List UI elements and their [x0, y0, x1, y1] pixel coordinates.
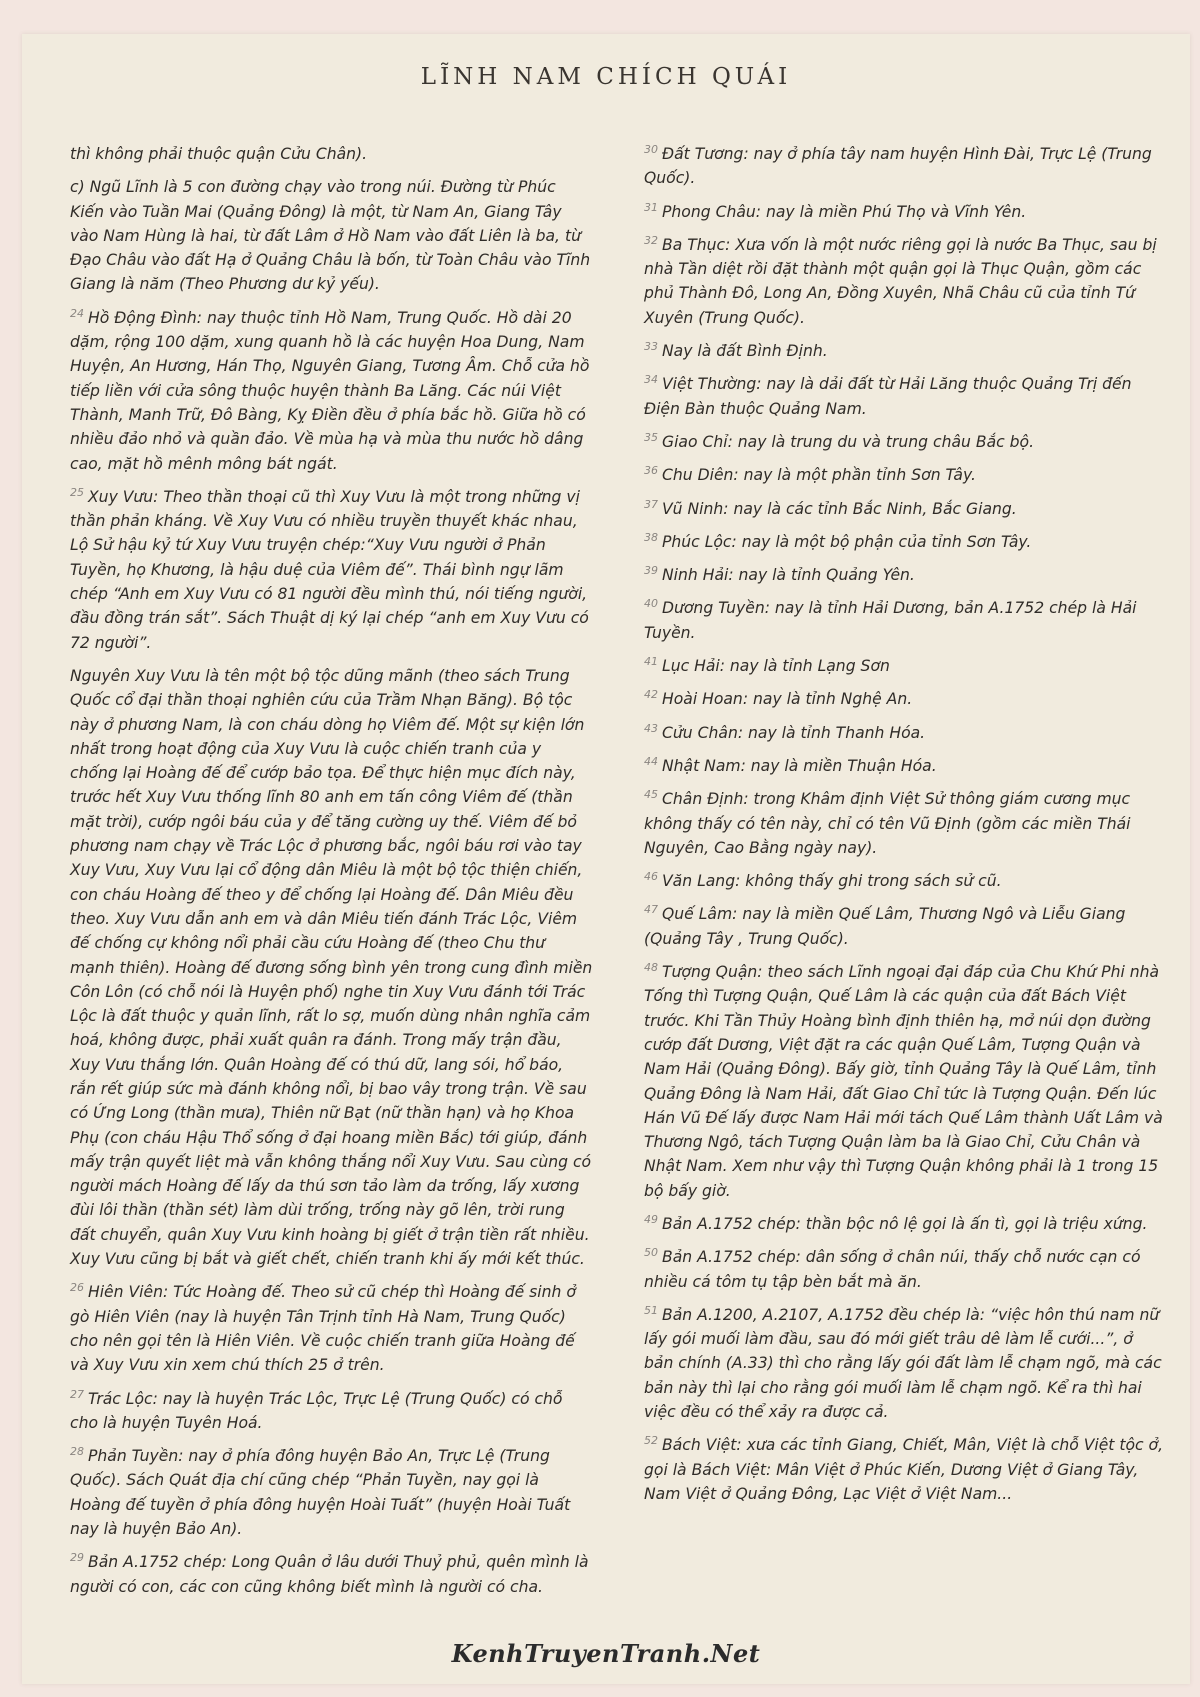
- footnote-text: Cửu Chân: nay là tỉnh Thanh Hóa.: [662, 723, 926, 742]
- footnote-number: 52: [644, 1434, 658, 1448]
- footnote-number: 28: [70, 1445, 84, 1459]
- footnote-text: Phúc Lộc: nay là một bộ phận của tỉnh Sơn Tây.: [662, 532, 1032, 551]
- footnote-number: 46: [644, 870, 658, 884]
- footnote-45: [644, 787, 1167, 860]
- paragraph: [70, 175, 593, 296]
- footnote-number: 35: [644, 430, 658, 444]
- footnote-text: Giao Chỉ: nay là trung du và trung châu Bắc bộ.: [662, 432, 1035, 451]
- footnote-text: Văn Lang: không thấy ghi trong sách sử cũ.: [662, 872, 1002, 891]
- footnote-number: 27: [70, 1387, 84, 1401]
- footnote-text: Xuy Vưu: Theo thần thoại cũ thì Xuy Vưu là một trong những vị thần phản kháng. Về Xuy Vưu có nhiều truyền thuyết khác nhau, Lộ Sử hậu kỷ tứ Xuy Vưu truyện chép:“Xuy Vưu người ở Phản Tuyền, họ Khương, là hậu duệ của Viêm đế”. Thái bình ngự lãm chép “Anh em Xuy Vưu có 81 người đều mình thú, nói tiếng người, đầu đồng trán sắt”. Sách Thuật dị ký lại chép “anh em Xuy Vưu có 72 người”.: [70, 487, 589, 652]
- footnote-51: [644, 1303, 1167, 1424]
- footnote-28: [70, 1444, 593, 1541]
- footnote-text: Lục Hải: nay là tỉnh Lạng Sơn: [662, 657, 890, 676]
- footnote-text: Hoài Hoan: nay là tỉnh Nghệ An.: [662, 690, 913, 709]
- footnote-25: [70, 485, 593, 655]
- footnote-48: [644, 960, 1167, 1203]
- footnote-34: [644, 372, 1167, 421]
- footnote-number: 36: [644, 464, 658, 478]
- footnote-text: Phản Tuyền: nay ở phía đông huyện Bảo An, Trực Lệ (Trung Quốc). Sách Quát địa chí cũng chép “Phản Tuyền, nay gọi là Hoàng đế tuyền ở phía đông huyện Hoài Tuất” (huyện Hoài Tuất nay là huyện Bảo An).: [70, 1447, 571, 1539]
- footnote-text: Ba Thục: Xưa vốn là một nước riêng gọi là nước Ba Thục, sau bị nhà Tần diệt rồi đặt thành một quận gọi là Thục Quận, gồm các phủ Thành Đô, Long An, Đồng Xuyên, Nhã Châu cũ của tỉnh Tứ Xuyên (Trung Quốc).: [644, 235, 1157, 327]
- right-column: [644, 142, 1167, 1515]
- footnote-number: 42: [644, 688, 658, 702]
- footnote-37: [644, 497, 1167, 521]
- footnote-38: [644, 530, 1167, 554]
- footnote-number: 51: [644, 1303, 658, 1317]
- footnote-number: 45: [644, 788, 658, 802]
- footnote-number: 26: [70, 1281, 84, 1295]
- footnote-number: 39: [644, 564, 658, 578]
- footnote-text: Quế Lâm: nay là miền Quế Lâm, Thương Ngô và Liễu Giang (Quảng Tây , Trung Quốc).: [644, 905, 1126, 948]
- footnote-number: 47: [644, 903, 658, 917]
- footnote-number: 49: [644, 1212, 658, 1226]
- footnote-number: 38: [644, 530, 658, 544]
- footnote-text: Chân Định: trong Khâm định Việt Sử thông giám cương mục không thấy có tên này, chỉ có tên Vũ Định (gồm các miền Thái Nguyên, Cao Bằng ngày nay).: [644, 790, 1131, 857]
- left-column: [70, 142, 593, 1608]
- paragraph: [70, 142, 593, 166]
- page-title: LĨNH NAM CHÍCH QUÁI: [420, 64, 792, 90]
- footnote-44: [644, 754, 1167, 778]
- footnote-52: [644, 1433, 1167, 1506]
- footnote-27: [70, 1387, 593, 1436]
- footnote-number: 33: [644, 340, 658, 354]
- footnote-42: [644, 687, 1167, 711]
- footnote-49: [644, 1212, 1167, 1236]
- footnote-50: [644, 1245, 1167, 1294]
- footnote-29: [70, 1550, 593, 1599]
- watermark-logo: KenhTruyenTranh.Net: [451, 1639, 761, 1668]
- footnote-text: Bản A.1200, A.2107, A.1752 đều chép là: “việc hôn thú nam nữ lấy gói muối làm đầu, sau đó mới giết trâu dê làm lễ cưới...”, ở bản chính (A.33) thì cho rằng lấy gói đất làm lễ chạm ngõ, mà các bản này thì lại cho rằng gói muối làm lễ chạm ngõ. Kể ra thì hai việc đều có thể xảy ra được cả.: [644, 1305, 1162, 1422]
- footnote-number: 32: [644, 233, 658, 247]
- footnote-47: [644, 902, 1167, 951]
- footnote-26: [70, 1280, 593, 1377]
- footnote-24: [70, 306, 593, 476]
- footnote-number: 43: [644, 721, 658, 735]
- footnote-33: [644, 339, 1167, 363]
- footnote-text: Bản A.1752 chép: dân sống ở chân núi, thấy chỗ nước cạn có nhiều cá tôm tụ tập bèn bắt mà ăn.: [644, 1248, 1141, 1291]
- footnote-31: [644, 200, 1167, 224]
- footnote-text: Bản A.1752 chép: thần bộc nô lệ gọi là ấn tì, gọi là triệu xứng.: [662, 1214, 1148, 1233]
- footnote-number: 31: [644, 200, 658, 214]
- footnote-text: Chu Diên: nay là một phần tỉnh Sơn Tây.: [662, 466, 976, 485]
- book-page: [22, 34, 1190, 1684]
- footnote-40: [644, 596, 1167, 645]
- footnote-text: thì không phải thuộc quận Cửu Chân).: [70, 145, 368, 163]
- footnote-number: 37: [644, 497, 658, 511]
- footnote-text: Nay là đất Bình Định.: [662, 342, 828, 361]
- footnote-number: 50: [644, 1246, 658, 1260]
- footnote-41: [644, 654, 1167, 678]
- footnote-number: 24: [70, 306, 84, 320]
- footnote-text: Ninh Hải: nay là tỉnh Quảng Yên.: [662, 566, 915, 585]
- footnote-text: c) Ngũ Lĩnh là 5 con đường chạy vào trong núi. Đường từ Phúc Kiến vào Tuần Mai (Quảng Đông) là một, từ Nam An, Giang Tây vào Nam Hùng là hai, từ đất Lâm ở Hồ Nam vào đất Liên là ba, từ Đạo Châu vào đất Hạ ở Quảng Châu là bốn, từ Toàn Châu vào Tĩnh Giang là năm (Theo Phương dư kỷ yếu).: [70, 178, 591, 294]
- footnote-number: 30: [644, 143, 658, 156]
- footnote-46: [644, 869, 1167, 893]
- footnote-32: [644, 233, 1167, 330]
- footnote-number: 41: [644, 655, 658, 669]
- footnote-text: Nguyên Xuy Vưu là tên một bộ tộc dũng mãnh (theo sách Trung Quốc cổ đại thần thoại nghiên cứu của Trầm Nhạn Băng). Bộ tộc này ở phương Nam, là con cháu dòng họ Viêm đế. Một sự kiện lớn nhất trong hoạt động của Xuy Vưu là cuộc chiến tranh của y chống lại Hoàng đế để cướp bảo tọa. Để thực hiện mục đích này, trước hết Xuy Vưu thống lĩnh 80 anh em tấn công Viêm đế (thần mặt trời), cướp ngôi báu của y để tăng cường uy thế. Viêm đế bỏ phương nam chạy về Trác Lộc ở phương bắc, ngôi báu rơi vào tay Xuy Vưu, Xuy Vưu lại cổ động dân Miêu là một bộ tộc thiện chiến, con cháu Hoàng đế theo y để chống lại Hoàng đế. Dân Miêu đều theo. Xuy Vưu dẫn anh em và dân Miêu tiến đánh Trác Lộc, Viêm đế chống cự không nổi phải cầu cứu Hoàng đế (theo Chu thư mạnh thiên). Hoàng đế đương sống bình yên trong cung đình miền Côn Lôn (có chỗ nói là Huyện phố) nghe tin Xuy Vưu đánh tới Trác Lộc là đất thuộc y quản lĩnh, rất lo sợ, muốn dùng nhân nghĩa cảm hoá, không được, phải xuất quân ra đánh. Trong mấy trận đầu, Xuy Vưu thắng lớn. Quân Hoàng đế có thú dữ, lang sói, hổ báo, rắn rết giúp sức mà đánh không nổi, bị bao vây trong trận. Về sau có Ứng Long (thần mưa), Thiên nữ Bạt (nữ thần hạn) và họ Khoa Phụ (con cháu Hậu Thổ sống ở đại hoang miền Bắc) tới giúp, đánh mấy trận quyết liệt mà vẫn không thắng nổi Xuy Vưu. Sau cùng có người mách Hoàng đế lấy da thú sơn tảo làm da trống, lấy xương đùi lôi thần (thần sét) làm dùi trống, trống này gõ lên, trời rung đất chuyển, quân Xuy Vưu kinh hoàng bị giết ở trận tiền rất nhiều. Xuy Vưu cũng bị bắt và giết chết, chiến tranh khi ấy mới kết thúc.: [70, 666, 593, 1269]
- footnote-number: 44: [644, 754, 658, 768]
- footnote-text: Trác Lộc: nay là huyện Trác Lộc, Trực Lệ (Trung Quốc) có chỗ cho là huyện Tuyên Hoá.: [70, 1389, 563, 1432]
- footnote-number: 48: [644, 961, 658, 975]
- footnote-30: [644, 142, 1167, 191]
- footnote-text: Đất Tương: nay ở phía tây nam huyện Hình Đài, Trực Lệ (Trung Quốc).: [644, 145, 1152, 188]
- footnote-number: 25: [70, 485, 84, 499]
- footnote-36: [644, 463, 1167, 487]
- footnote-number: 40: [644, 597, 658, 611]
- footnote-text: Hiên Viên: Tức Hoàng đế. Theo sử cũ chép thì Hoàng đế sinh ở gò Hiên Viên (nay là huyện Tân Trịnh tỉnh Hà Nam, Trung Quốc) cho nên gọi tên là Hiên Viên. Về cuộc chiến tranh giữa Hoàng đế và Xuy Vưu xin xem chú thích 25 ở trên.: [70, 1283, 576, 1375]
- footnote-43: [644, 721, 1167, 745]
- footnote-number: 34: [644, 373, 658, 387]
- footnote-text: Dương Tuyền: nay là tỉnh Hải Dương, bản A.1752 chép là Hải Tuyền.: [644, 599, 1137, 642]
- footnote-39: [644, 563, 1167, 587]
- footnote-number: 29: [70, 1551, 84, 1565]
- footnote-text: Phong Châu: nay là miền Phú Thọ và Vĩnh Yên.: [662, 202, 1027, 221]
- footnote-text: Việt Thường: nay là dải đất từ Hải Lăng thuộc Quảng Trị đến Điện Bàn thuộc Quảng Nam.: [644, 375, 1132, 418]
- footnote-text: Bản A.1752 chép: Long Quân ở lâu dưới Thuỷ phủ, quên mình là người có con, các con cũng không biết mình là người có cha.: [70, 1553, 589, 1596]
- footnote-text: Tượng Quận: theo sách Lĩnh ngoại đại đáp của Chu Khứ Phi nhà Tống thì Tượng Quận, Quế Lâm là các quận của đất Bách Việt trước. Khi Tần Thủy Hoàng bình định thiên hạ, mở núi dọn đường cướp đất Dương, Việt đặt ra các quận Quế Lâm, Tượng Quận và Nam Hải (Quảng Đông). Bấy giờ, tỉnh Quảng Tây là Quế Lâm, tỉnh Quảng Đông là Nam Hải, đất Giao Chỉ tức là Tượng Quận. Đến lúc Hán Vũ Đế lấy được Nam Hải mới tách Quế Lâm thành Uất Lâm và Thương Ngô, tách Tượng Quận làm ba là Giao Chỉ, Cửu Chân và Nhật Nam. Xem như vậy thì Tượng Quận không phải là 1 trong 15 bộ bấy giờ.: [644, 963, 1163, 1200]
- footnote-text: Bách Việt: xưa các tỉnh Giang, Chiết, Mân, Việt là chỗ Việt tộc ở, gọi là Bách Việt: Mân Việt ở Phúc Kiến, Dương Việt ở Giang Tây, Nam Việt ở Quảng Đông, Lạc Việt ở Việt Nam...: [644, 1436, 1164, 1503]
- footnote-35: [644, 430, 1167, 454]
- footnote-text: Nhật Nam: nay là miền Thuận Hóa.: [662, 756, 937, 775]
- footnote-text: Hồ Động Đình: nay thuộc tỉnh Hồ Nam, Trung Quốc. Hồ dài 20 dặm, rộng 100 dặm, xung quanh hồ là các huyện Hoa Dung, Nam Huyện, An Hương, Hán Thọ, Nguyên Giang, Tương Âm. Chỗ cửa hồ tiếp liền với cửa sông thuộc huyện thành Ba Lăng. Các núi Việt Thành, Manh Trữ, Đô Bàng, Kỵ Điền đều ở phía bắc hồ. Giữa hồ có nhiều đảo nhỏ và quần đảo. Về mùa hạ và mùa thu nước hồ dâng cao, mặt hồ mênh mông bát ngát.: [70, 308, 590, 473]
- footnote-text: Vũ Ninh: nay là các tỉnh Bắc Ninh, Bắc Giang.: [662, 499, 1017, 518]
- paragraph: [70, 664, 593, 1271]
